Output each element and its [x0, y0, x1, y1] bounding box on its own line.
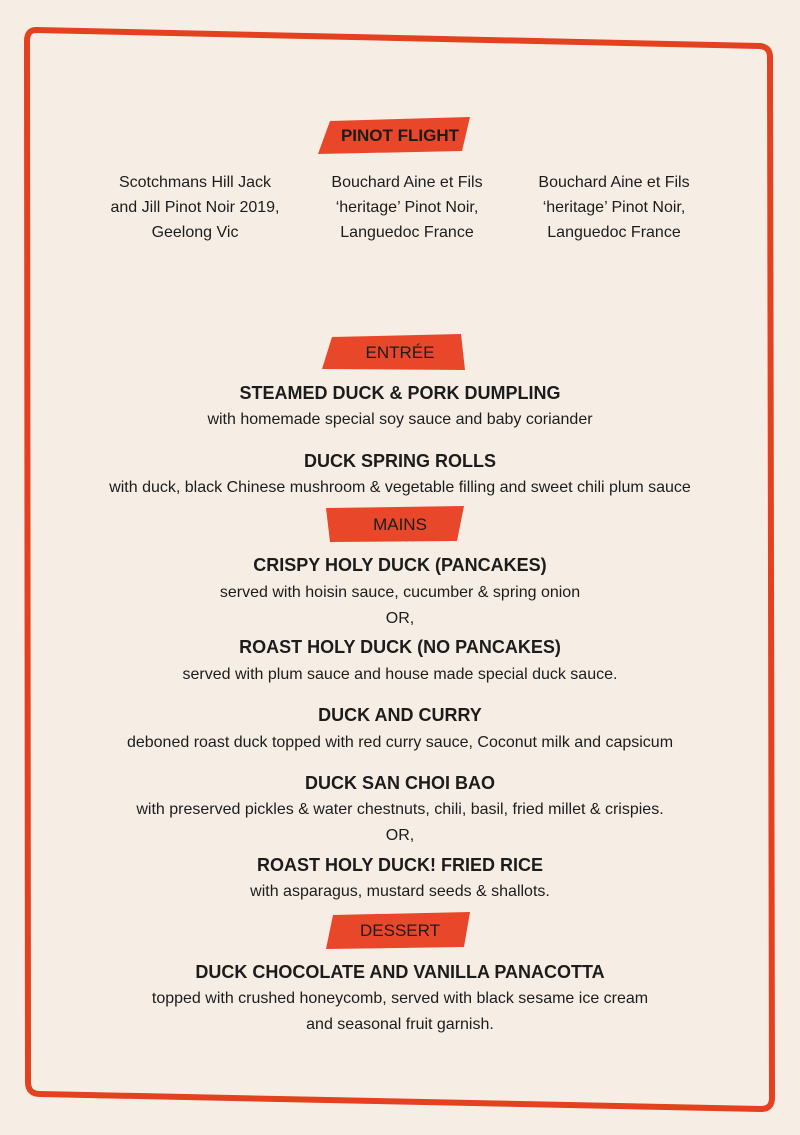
dish-description: with homemade special soy sauce and baby coriander — [207, 411, 593, 428]
dish-title: ROAST HOLY DUCK! FRIED RICE — [256, 855, 544, 875]
wine-line: Languedoc France — [547, 224, 681, 241]
dish-description: served with plum sauce and house made special duck sauce. — [182, 666, 618, 683]
dish-title: DUCK SAN CHOI BAO — [304, 773, 495, 793]
dish-description: deboned roast duck topped with red curry sauce, Coconut milk and capsicum — [126, 734, 674, 751]
section-tag-mains — [0, 506, 800, 544]
wine-line: Scotchmans Hill Jack — [118, 174, 272, 191]
wine-item — [514, 170, 714, 245]
dish-description: with preserved pickles & water chestnuts, chili, basil, fried millet & crispies. — [136, 801, 664, 818]
section-tag-entree — [0, 334, 800, 372]
dish-title: CRISPY HOLY DUCK (PANCAKES) — [253, 555, 547, 575]
dish-title: STEAMED DUCK & PORK DUMPLING — [239, 383, 561, 403]
or-separator: OR, — [385, 610, 415, 627]
dish-title: DUCK CHOCOLATE AND VANILLA PANACOTTA — [195, 962, 605, 982]
dish-title: ROAST HOLY DUCK (NO PANCAKES) — [239, 637, 561, 657]
wine-line: Bouchard Aine et Fils — [538, 174, 690, 191]
dish-description: and seasonal fruit garnish. — [306, 1016, 494, 1033]
wine-line: Languedoc France — [340, 224, 474, 241]
section-tag-dessert — [0, 912, 800, 950]
wine-line: Geelong Vic — [151, 224, 239, 241]
dish-description: topped with crushed honeycomb, served with black sesame ice cream — [151, 990, 649, 1007]
dish-description: served with hoisin sauce, cucumber & spring onion — [219, 584, 581, 601]
wine-line: ‘heritage’ Pinot Noir, — [335, 199, 479, 216]
wine-line: Bouchard Aine et Fils — [331, 174, 483, 191]
wine-line: and Jill Pinot Noir 2019, — [110, 199, 280, 216]
dish-title: DUCK SPRING ROLLS — [303, 451, 496, 471]
wine-item — [307, 170, 507, 245]
section-heading: DESSERT — [360, 921, 440, 940]
dish-description: with asparagus, mustard seeds & shallots. — [250, 883, 550, 900]
section-heading: ENTRÉE — [365, 343, 435, 362]
dish-description: with duck, black Chinese mushroom & vegetable filling and sweet chili plum sauce — [109, 479, 691, 496]
section-heading: MAINS — [373, 515, 427, 534]
section-heading: PINOT FLIGHT — [340, 126, 460, 145]
dish-title: DUCK AND CURRY — [318, 705, 482, 725]
or-separator: OR, — [385, 827, 415, 844]
wine-item — [95, 170, 295, 245]
section-tag-pinot-flight — [0, 117, 800, 155]
wine-line: ‘heritage’ Pinot Noir, — [542, 199, 686, 216]
